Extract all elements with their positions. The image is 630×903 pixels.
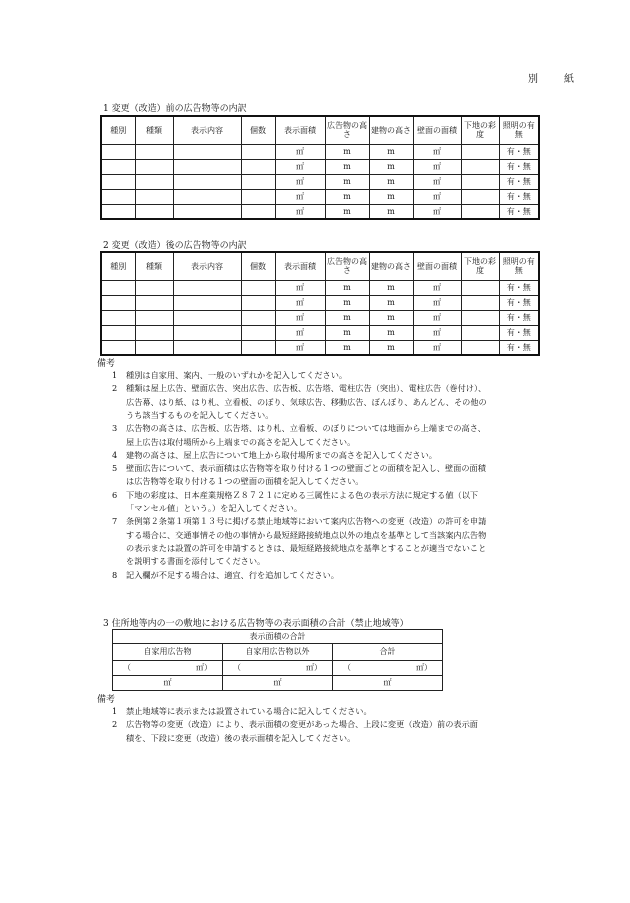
notes2-title: 備考	[97, 695, 116, 705]
building-height-cell[interactable]: m	[369, 340, 413, 355]
col-saturation: 下地の彩度	[461, 252, 499, 280]
note-number: 4	[112, 449, 118, 460]
ad-height-cell[interactable]: m	[325, 280, 369, 295]
count-cell[interactable]	[241, 159, 275, 174]
own-before-cell: （ ㎡）	[113, 661, 223, 676]
content-cell[interactable]	[173, 174, 241, 189]
ad-height-cell[interactable]: m	[325, 189, 369, 204]
col-content: 表示内容	[173, 252, 241, 280]
table-header-row	[101, 116, 539, 144]
area-cell[interactable]: ㎡	[275, 325, 325, 340]
wall-area-cell[interactable]: ㎡	[413, 189, 461, 204]
lighting-cell[interactable]: 有・無	[499, 340, 539, 355]
note-number: 5	[112, 463, 118, 474]
count-cell[interactable]	[241, 295, 275, 310]
wall-area-cell[interactable]: ㎡	[413, 144, 461, 159]
table-row	[101, 189, 539, 204]
type-cell[interactable]	[101, 325, 135, 340]
building-height-cell[interactable]: m	[369, 159, 413, 174]
note-number: 1	[112, 706, 118, 716]
content-cell[interactable]	[173, 325, 241, 340]
count-cell[interactable]	[241, 340, 275, 355]
kind-cell[interactable]	[135, 295, 173, 310]
table-row	[101, 159, 539, 174]
lighting-cell[interactable]: 有・無	[499, 204, 539, 219]
other-after-cell: ㎡	[223, 676, 333, 691]
saturation-cell[interactable]	[461, 280, 499, 295]
table-row	[101, 174, 539, 189]
ad-height-cell[interactable]: m	[325, 144, 369, 159]
saturation-cell[interactable]	[461, 144, 499, 159]
saturation-cell[interactable]	[461, 189, 499, 204]
kind-cell[interactable]	[135, 189, 173, 204]
other-before-cell: （ ㎡）	[223, 661, 333, 676]
kind-cell[interactable]	[135, 144, 173, 159]
building-height-cell[interactable]: m	[369, 310, 413, 325]
note-text: 種類は屋上広告、壁面広告、突出広告、広告板、広告塔、電柱広告（突出）、電柱広告（巻付け）、	[126, 383, 487, 394]
own-after-cell: ㎡	[113, 676, 223, 691]
col-building-height: 建物の高さ	[369, 252, 413, 280]
wall-area-cell[interactable]: ㎡	[413, 280, 461, 295]
note-text: 広告幕、はり紙、はり札、立看板、のぼり、気球広告、移動広告、ぼんぼり、あんどん、その他の	[126, 396, 487, 407]
col-ad-height: 広告物の高さ	[325, 116, 369, 144]
note-text: 下地の彩度は、日本産業規格Ｚ８７２１に定める三属性による色の表示方法に規定する値（以下	[126, 489, 479, 500]
building-height-cell[interactable]: m	[369, 174, 413, 189]
type-cell[interactable]	[101, 340, 135, 355]
building-height-cell[interactable]: m	[369, 325, 413, 340]
col-type: 種別	[101, 252, 135, 280]
table-row	[101, 144, 539, 159]
note-text: 建物の高さは、屋上広告について地上から取付場所までの高さを記入してください。	[126, 449, 437, 460]
col-ad-height: 広告物の高さ	[325, 252, 369, 280]
ad-height-cell[interactable]: m	[325, 159, 369, 174]
section1-table	[100, 115, 540, 220]
note-text: 広告物等の変更（改造）により、表示面積の変更があった場合、上段に変更（改造）前の表示面	[126, 719, 478, 730]
kind-cell[interactable]	[135, 280, 173, 295]
wall-area-cell[interactable]: ㎡	[413, 325, 461, 340]
count-cell[interactable]	[241, 144, 275, 159]
wall-area-cell[interactable]: ㎡	[413, 204, 461, 219]
notes-title: 備考	[97, 359, 116, 369]
lighting-cell[interactable]: 有・無	[499, 159, 539, 174]
count-cell[interactable]	[241, 280, 275, 295]
lighting-cell[interactable]: 有・無	[499, 280, 539, 295]
area-cell[interactable]: ㎡	[275, 295, 325, 310]
col-count: 個数	[241, 252, 275, 280]
content-cell[interactable]	[173, 204, 241, 219]
col-kind: 種類	[135, 116, 173, 144]
building-height-cell[interactable]: m	[369, 204, 413, 219]
count-cell[interactable]	[241, 310, 275, 325]
wall-area-cell[interactable]: ㎡	[413, 340, 461, 355]
col-wall-area: 壁面の面積	[413, 252, 461, 280]
col-content: 表示内容	[173, 116, 241, 144]
kind-cell[interactable]	[135, 340, 173, 355]
col-other-ads: 自家用広告物以外	[223, 644, 333, 661]
type-cell[interactable]	[101, 144, 135, 159]
kind-cell[interactable]	[135, 159, 173, 174]
count-cell[interactable]	[241, 204, 275, 219]
col-own-ads: 自家用広告物	[113, 644, 223, 661]
content-cell[interactable]	[173, 159, 241, 174]
note-number: 1	[112, 370, 118, 380]
saturation-cell[interactable]	[461, 310, 499, 325]
note-text: うち該当するものを記入してください。	[126, 409, 274, 420]
wall-area-cell[interactable]: ㎡	[413, 159, 461, 174]
table-row	[101, 325, 539, 340]
type-cell[interactable]	[101, 174, 135, 189]
ad-height-cell[interactable]: m	[325, 174, 369, 189]
content-cell[interactable]	[173, 310, 241, 325]
kind-cell[interactable]	[135, 310, 173, 325]
type-cell[interactable]	[101, 295, 135, 310]
col-lighting: 照明の有無	[499, 116, 539, 144]
note-number: 8	[112, 569, 118, 580]
area-cell[interactable]: ㎡	[275, 189, 325, 204]
area-cell[interactable]: ㎡	[275, 310, 325, 325]
content-cell[interactable]	[173, 295, 241, 310]
note-text: 記入欄が不足する場合は、適宜、行を追加してください。	[126, 569, 339, 580]
col-total: 合計	[333, 644, 443, 661]
area-cell[interactable]: ㎡	[275, 174, 325, 189]
note-text: 禁止地域等に表示または設置されている場合に記入してください。	[126, 706, 372, 716]
kind-cell[interactable]	[135, 325, 173, 340]
lighting-cell[interactable]: 有・無	[499, 310, 539, 325]
building-height-cell[interactable]: m	[369, 280, 413, 295]
table-row	[101, 340, 539, 355]
building-height-cell[interactable]: m	[369, 144, 413, 159]
area-cell[interactable]: ㎡	[275, 159, 325, 174]
saturation-cell[interactable]	[461, 204, 499, 219]
table-header-row	[101, 252, 539, 280]
table-row	[101, 310, 539, 325]
kind-cell[interactable]	[135, 174, 173, 189]
total-header: 表示面積の合計	[113, 630, 443, 644]
kind-cell[interactable]	[135, 204, 173, 219]
attachment-label: 別 紙	[528, 74, 582, 85]
table-row	[101, 280, 539, 295]
note-text: する場合に、交通事情その他の事情から最短経路接続地点以外の地点を基準として当該案内広告物	[126, 529, 487, 540]
count-cell[interactable]	[241, 174, 275, 189]
note-text: 条例第２条第１項第１３号に掲げる禁止地域等において案内広告物への変更（改造）の許可を申請	[126, 516, 487, 527]
area-cell[interactable]: ㎡	[275, 280, 325, 295]
saturation-cell[interactable]	[461, 159, 499, 174]
content-cell[interactable]	[173, 189, 241, 204]
section1-title: 1 変更（改造）前の広告物等の内訳	[103, 104, 247, 114]
type-cell[interactable]	[101, 280, 135, 295]
type-cell[interactable]	[101, 310, 135, 325]
col-area: 表示面積	[275, 116, 325, 144]
note-text: 広告物の高さは、広告板、広告塔、はり札、立看板、のぼりについては地面から上端までの高さ、	[126, 423, 486, 434]
area-cell[interactable]: ㎡	[275, 204, 325, 219]
col-kind: 種類	[135, 252, 173, 280]
col-lighting: 照明の有無	[499, 252, 539, 280]
note-text: は広告物等を取り付ける１つの壁面の面積を記入してください。	[126, 476, 364, 487]
lighting-cell[interactable]: 有・無	[499, 189, 539, 204]
total-after-cell: ㎡	[333, 676, 443, 691]
section3-title: 3 住所地等内の一の敷地における広告物等の表示面積の合計（禁止地域等）	[103, 619, 409, 629]
ad-height-cell[interactable]: m	[325, 295, 369, 310]
note-text: を説明する書面を添付してください。	[126, 556, 266, 567]
section2-title: 2 変更（改造）後の広告物等の内訳	[103, 241, 247, 251]
content-cell[interactable]	[173, 340, 241, 355]
building-height-cell[interactable]: m	[369, 189, 413, 204]
count-cell[interactable]	[241, 189, 275, 204]
content-cell[interactable]	[173, 144, 241, 159]
building-height-cell[interactable]: m	[369, 295, 413, 310]
lighting-cell[interactable]: 有・無	[499, 174, 539, 189]
wall-area-cell[interactable]: ㎡	[413, 295, 461, 310]
note-number: 6	[112, 489, 118, 500]
table-row	[101, 295, 539, 310]
col-area: 表示面積	[275, 252, 325, 280]
note-text: 壁面広告について、表示面積は広告物等を取り付ける１つの壁面ごとの面積を記入し、壁面の面積	[126, 463, 486, 474]
note-text: の表示または設置の許可を申請するときは、最短経路接続地点を基準とすることが適当でないこと	[126, 542, 487, 553]
content-cell[interactable]	[173, 280, 241, 295]
note-text: 種別は自家用、案内、一般のいずれかを記入してください。	[126, 370, 348, 380]
note-number: 7	[112, 516, 118, 527]
section2-table	[100, 251, 540, 356]
col-count: 個数	[241, 116, 275, 144]
note-number: 2	[112, 383, 118, 394]
col-wall-area: 壁面の面積	[413, 116, 461, 144]
type-cell[interactable]	[101, 189, 135, 204]
ad-height-cell[interactable]: m	[325, 310, 369, 325]
lighting-cell[interactable]: 有・無	[499, 295, 539, 310]
wall-area-cell[interactable]: ㎡	[413, 310, 461, 325]
col-building-height: 建物の高さ	[369, 116, 413, 144]
ad-height-cell[interactable]: m	[325, 325, 369, 340]
col-type: 種別	[101, 116, 135, 144]
saturation-cell[interactable]	[461, 295, 499, 310]
table-row	[101, 204, 539, 219]
lighting-cell[interactable]: 有・無	[499, 144, 539, 159]
type-cell[interactable]	[101, 159, 135, 174]
area-cell[interactable]: ㎡	[275, 144, 325, 159]
note-text: 積を、下段に変更（改造）後の表示面積を記入してください。	[126, 732, 356, 743]
note-text: 屋上広告は取付場所から上端までの高さを記入してください。	[126, 436, 356, 447]
note-number: 2	[112, 719, 118, 730]
saturation-cell[interactable]	[461, 174, 499, 189]
saturation-cell[interactable]	[461, 325, 499, 340]
type-cell[interactable]	[101, 204, 135, 219]
total-before-cell: （ ㎡）	[333, 661, 443, 676]
saturation-cell[interactable]	[461, 340, 499, 355]
lighting-cell[interactable]: 有・無	[499, 325, 539, 340]
area-cell[interactable]: ㎡	[275, 340, 325, 355]
ad-height-cell[interactable]: m	[325, 340, 369, 355]
note-number: 3	[112, 423, 118, 434]
wall-area-cell[interactable]: ㎡	[413, 174, 461, 189]
section3-table	[112, 629, 443, 691]
ad-height-cell[interactable]: m	[325, 204, 369, 219]
count-cell[interactable]	[241, 325, 275, 340]
note-text: 「マンセル値」という。）を記入してください。	[126, 503, 303, 513]
col-saturation: 下地の彩度	[461, 116, 499, 144]
